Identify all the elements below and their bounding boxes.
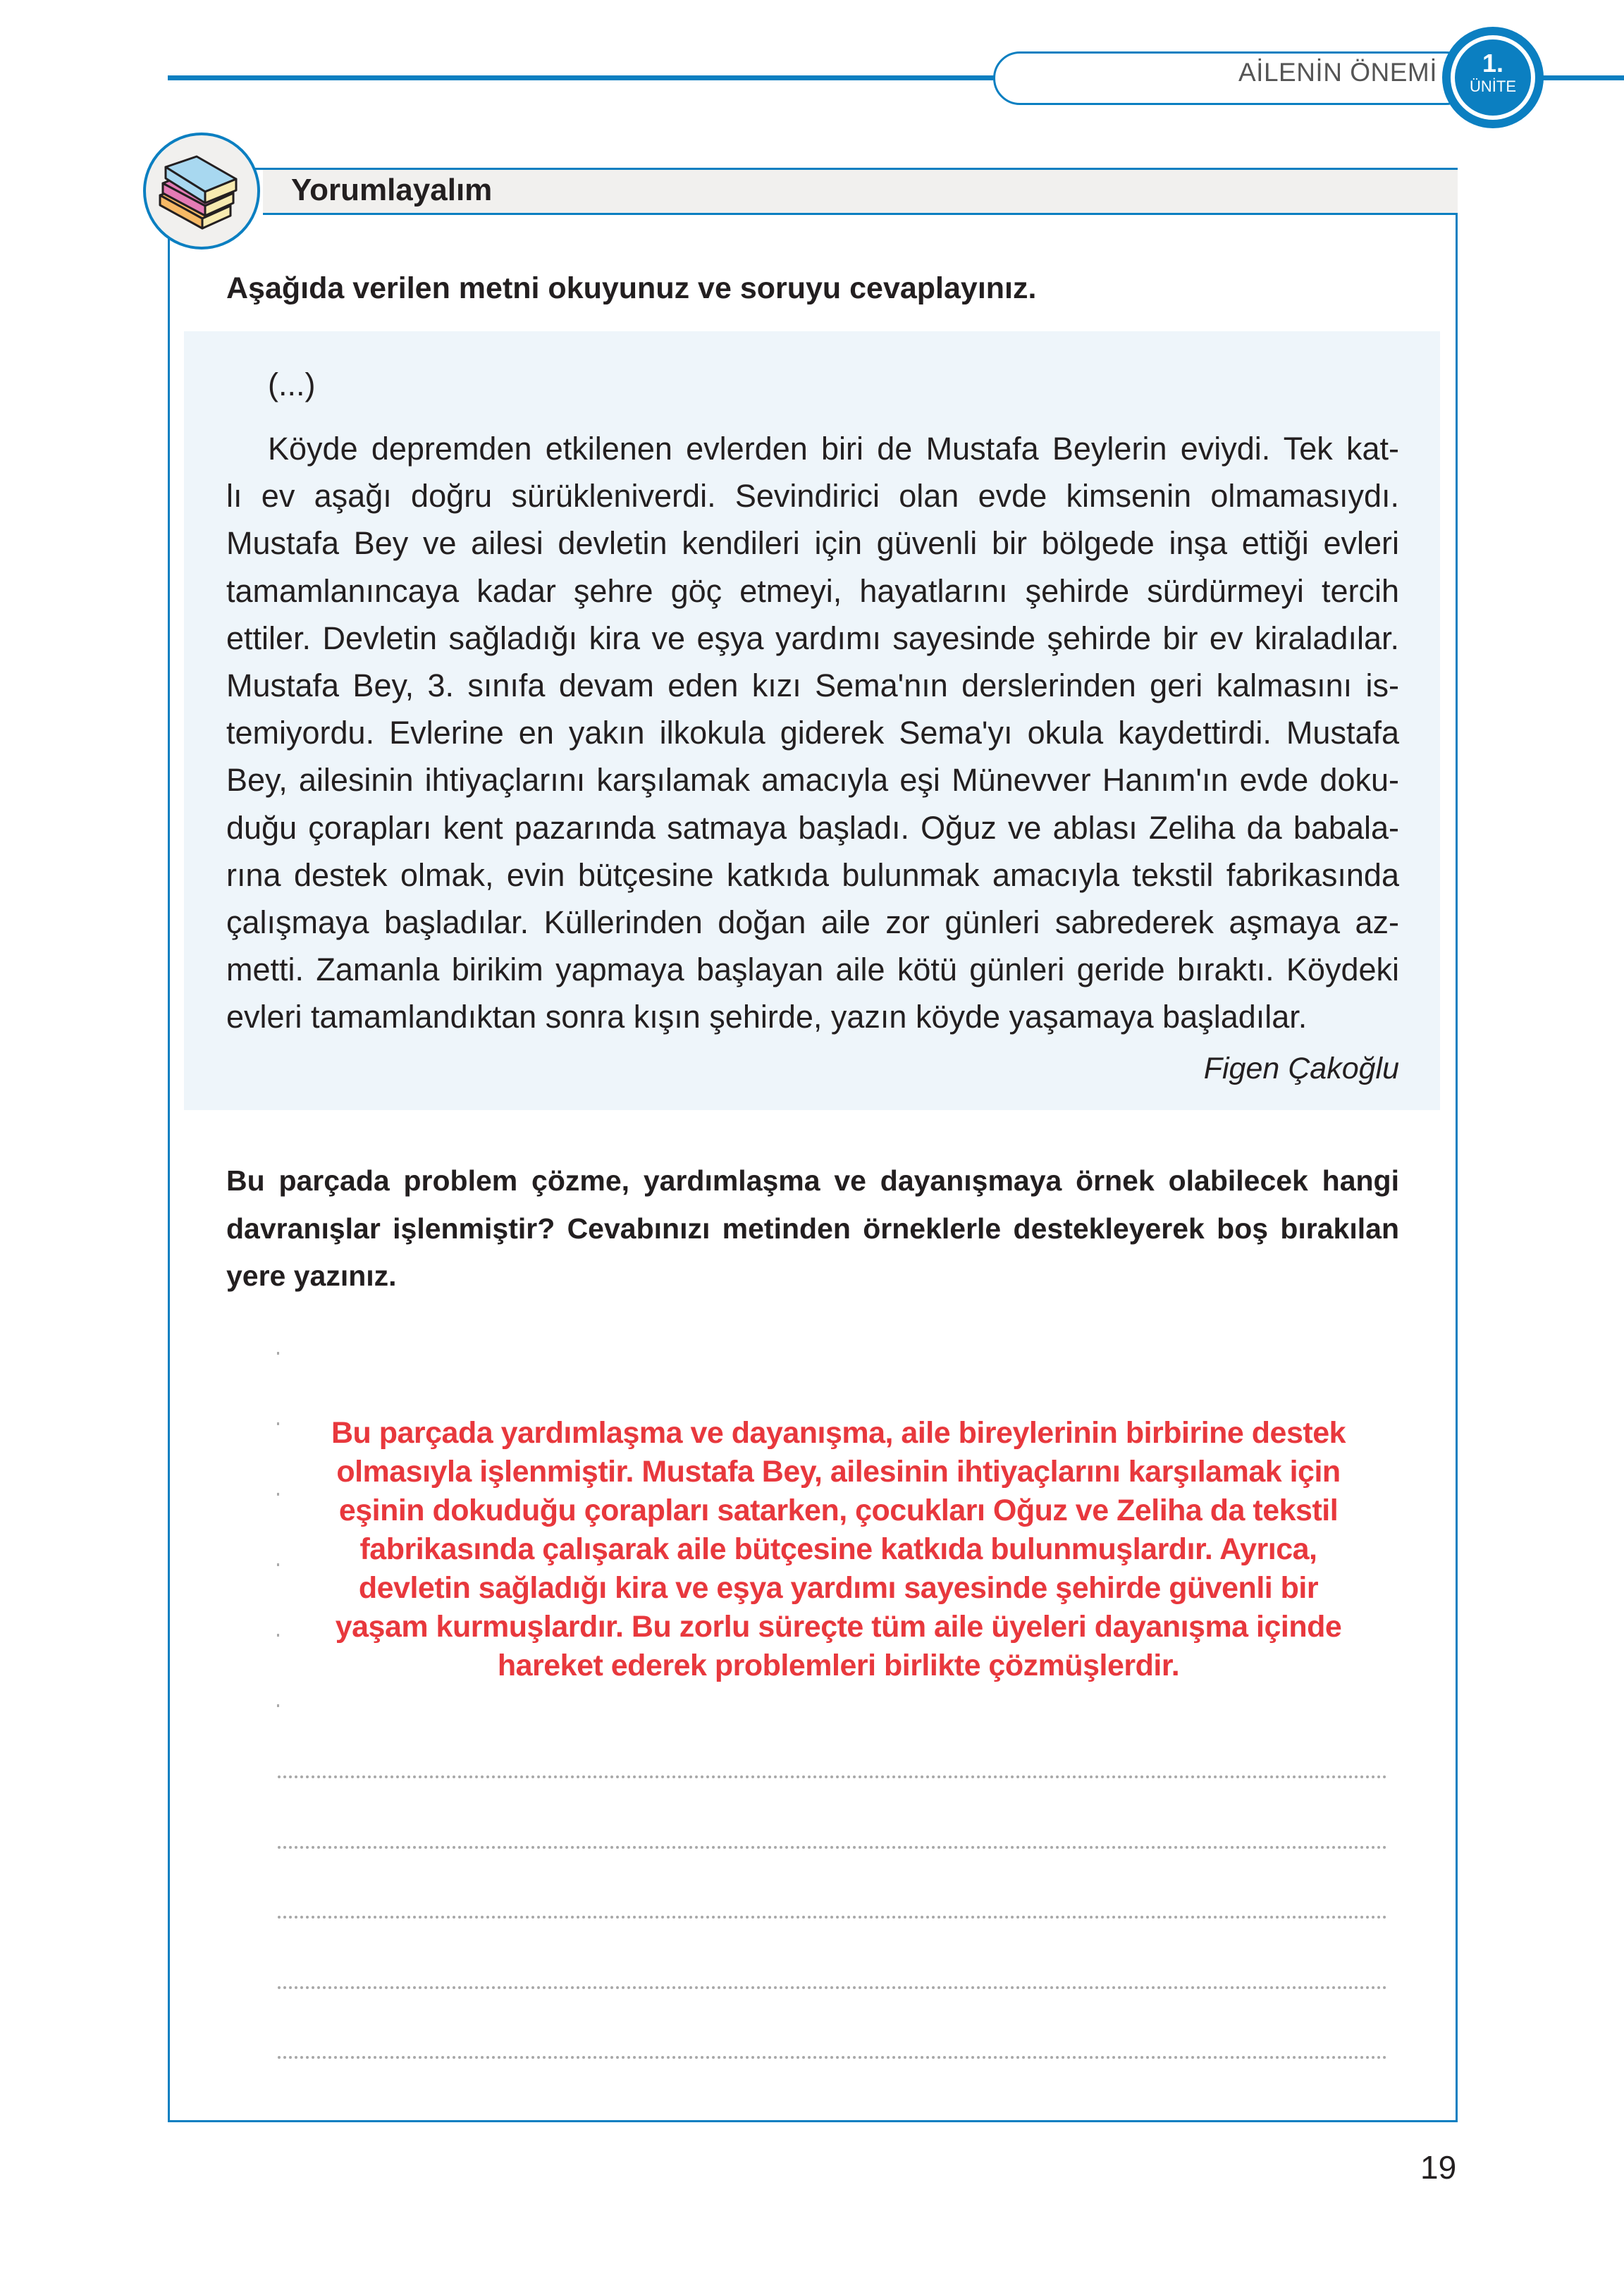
passage-author: Figen Çakoğlu — [1203, 1052, 1399, 1085]
passage-line: evleri tamamlandıktan sonra kışın şehirde, yazın köyde yaşamaya başladılar. — [226, 999, 1308, 1035]
answer-line: hareket ederek problemleri birlikte çözmüşlerdir. — [497, 1649, 1180, 1682]
answer-line-dot-mark — [277, 1563, 279, 1566]
answer-writing-line — [278, 1986, 1387, 1989]
answer-line: eşinin dokuduğu çorapları satarken, çocukları Oğuz ve Zeliha da tekstil — [338, 1494, 1339, 1527]
passage-line: tamamlanıncaya kadar şehre göç etmeyi, hayatlarını şehirde sürdürmeyi tercih — [226, 572, 1399, 609]
page-number: 19 — [1420, 2149, 1457, 2186]
passage-ellipsis: (...) — [268, 367, 316, 402]
question-line: davranışlar işlenmiştir? Cevabınızı metinden örneklerle destekleyerek boş bırakılan — [226, 1212, 1399, 1245]
answer-line-dot-mark — [277, 1634, 279, 1637]
header-rule-left — [168, 75, 999, 80]
passage-line: temiyordu. Evlerine en yakın ilkokula giderek Sema'yı okula kaydettirdi. Mustafa — [226, 715, 1399, 751]
answer-writing-line — [278, 1916, 1387, 1919]
passage-line: Bey, ailesinin ihtiyaçlarını karşılamak amacıyla eşi Münevver Hanım'ın evde doku- — [226, 762, 1399, 799]
section-title: Yorumlayalım — [291, 173, 493, 207]
passage-line: Mustafa Bey ve ailesi devletin kendileri için güvenli bir bölgede inşa ettiği evleri — [226, 525, 1399, 562]
answer-line-dot-mark — [277, 1352, 279, 1355]
answer-line: Bu parçada yardımlaşma ve dayanışma, aile bireylerinin birbirine destek — [331, 1416, 1346, 1450]
answer-line-dot-mark — [277, 1422, 279, 1425]
answer-line: fabrikasında çalışarak aile bütçesine katkıda bulunmuşlardır. Ayrıca, — [359, 1532, 1317, 1566]
answer-writing-line — [278, 1775, 1387, 1778]
instruction: Aşağıda verilen metni okuyunuz ve soruyu cevaplayınız. — [226, 271, 1037, 305]
answer-writing-line — [278, 2056, 1387, 2059]
passage-line: rına destek olmak, evin bütçesine katkıda bulunmak amacıyla tekstil fabrikasında — [226, 856, 1399, 893]
answer-line: olmasıyla işlenmiştir. Mustafa Bey, ailesinin ihtiyaçlarını karşılamak için — [336, 1455, 1341, 1489]
answer-line: devletin sağladığı kira ve eşya yardımı sayesinde şehirde güvenli bir — [358, 1571, 1319, 1605]
answer-writing-line — [278, 1846, 1387, 1849]
header-rule-right — [1537, 75, 1624, 80]
passage-line: lı ev aşağı doğru sürükleniverdi. Sevindirici olan evde kimsenin olmamasıydı. — [226, 478, 1399, 515]
answer-line-dot-mark — [277, 1493, 279, 1496]
passage-line: çalışmaya başladılar. Küllerinden doğan aile zor günleri sabrederek aşmaya az- — [226, 904, 1399, 940]
unit-badge-inner — [1455, 39, 1531, 116]
unit-title: AİLENİN ÖNEMİ — [1238, 58, 1437, 87]
answer-line-dot-mark — [277, 1704, 279, 1707]
books-icon — [143, 133, 260, 250]
passage-line: Köyde depremden etkilenen evlerden biri de Mustafa Beylerin eviydi. Tek kat- — [268, 431, 1399, 467]
passage-line: metti. Zamanla birikim yapmaya başlayan aile kötü günleri geride bıraktı. Köydeki — [226, 952, 1399, 988]
question-line: Bu parçada problem çözme, yardımlaşma ve dayanışmaya örnek olabilecek hangi — [226, 1164, 1399, 1197]
unit-label: ÜNİTE — [1470, 78, 1516, 95]
question-line: yere yazınız. — [226, 1260, 397, 1292]
passage-line: duğu çorapları kent pazarında satmaya başladı. Oğuz ve ablası Zeliha da babala- — [226, 809, 1399, 846]
unit-number: 1. — [1482, 49, 1504, 78]
passage-line: Mustafa Bey, 3. sınıfa devam eden kızı Sema'nın derslerinden geri kalmasını is- — [226, 667, 1399, 703]
answer-line: yaşam kurmuşlardır. Bu zorlu süreçte tüm aile üyeleri dayanışma içinde — [335, 1610, 1342, 1644]
passage-line: ettiler. Devletin sağladığı kira ve eşya yardımı sayesinde şehirde bir ev kiraladılar. — [226, 620, 1399, 656]
